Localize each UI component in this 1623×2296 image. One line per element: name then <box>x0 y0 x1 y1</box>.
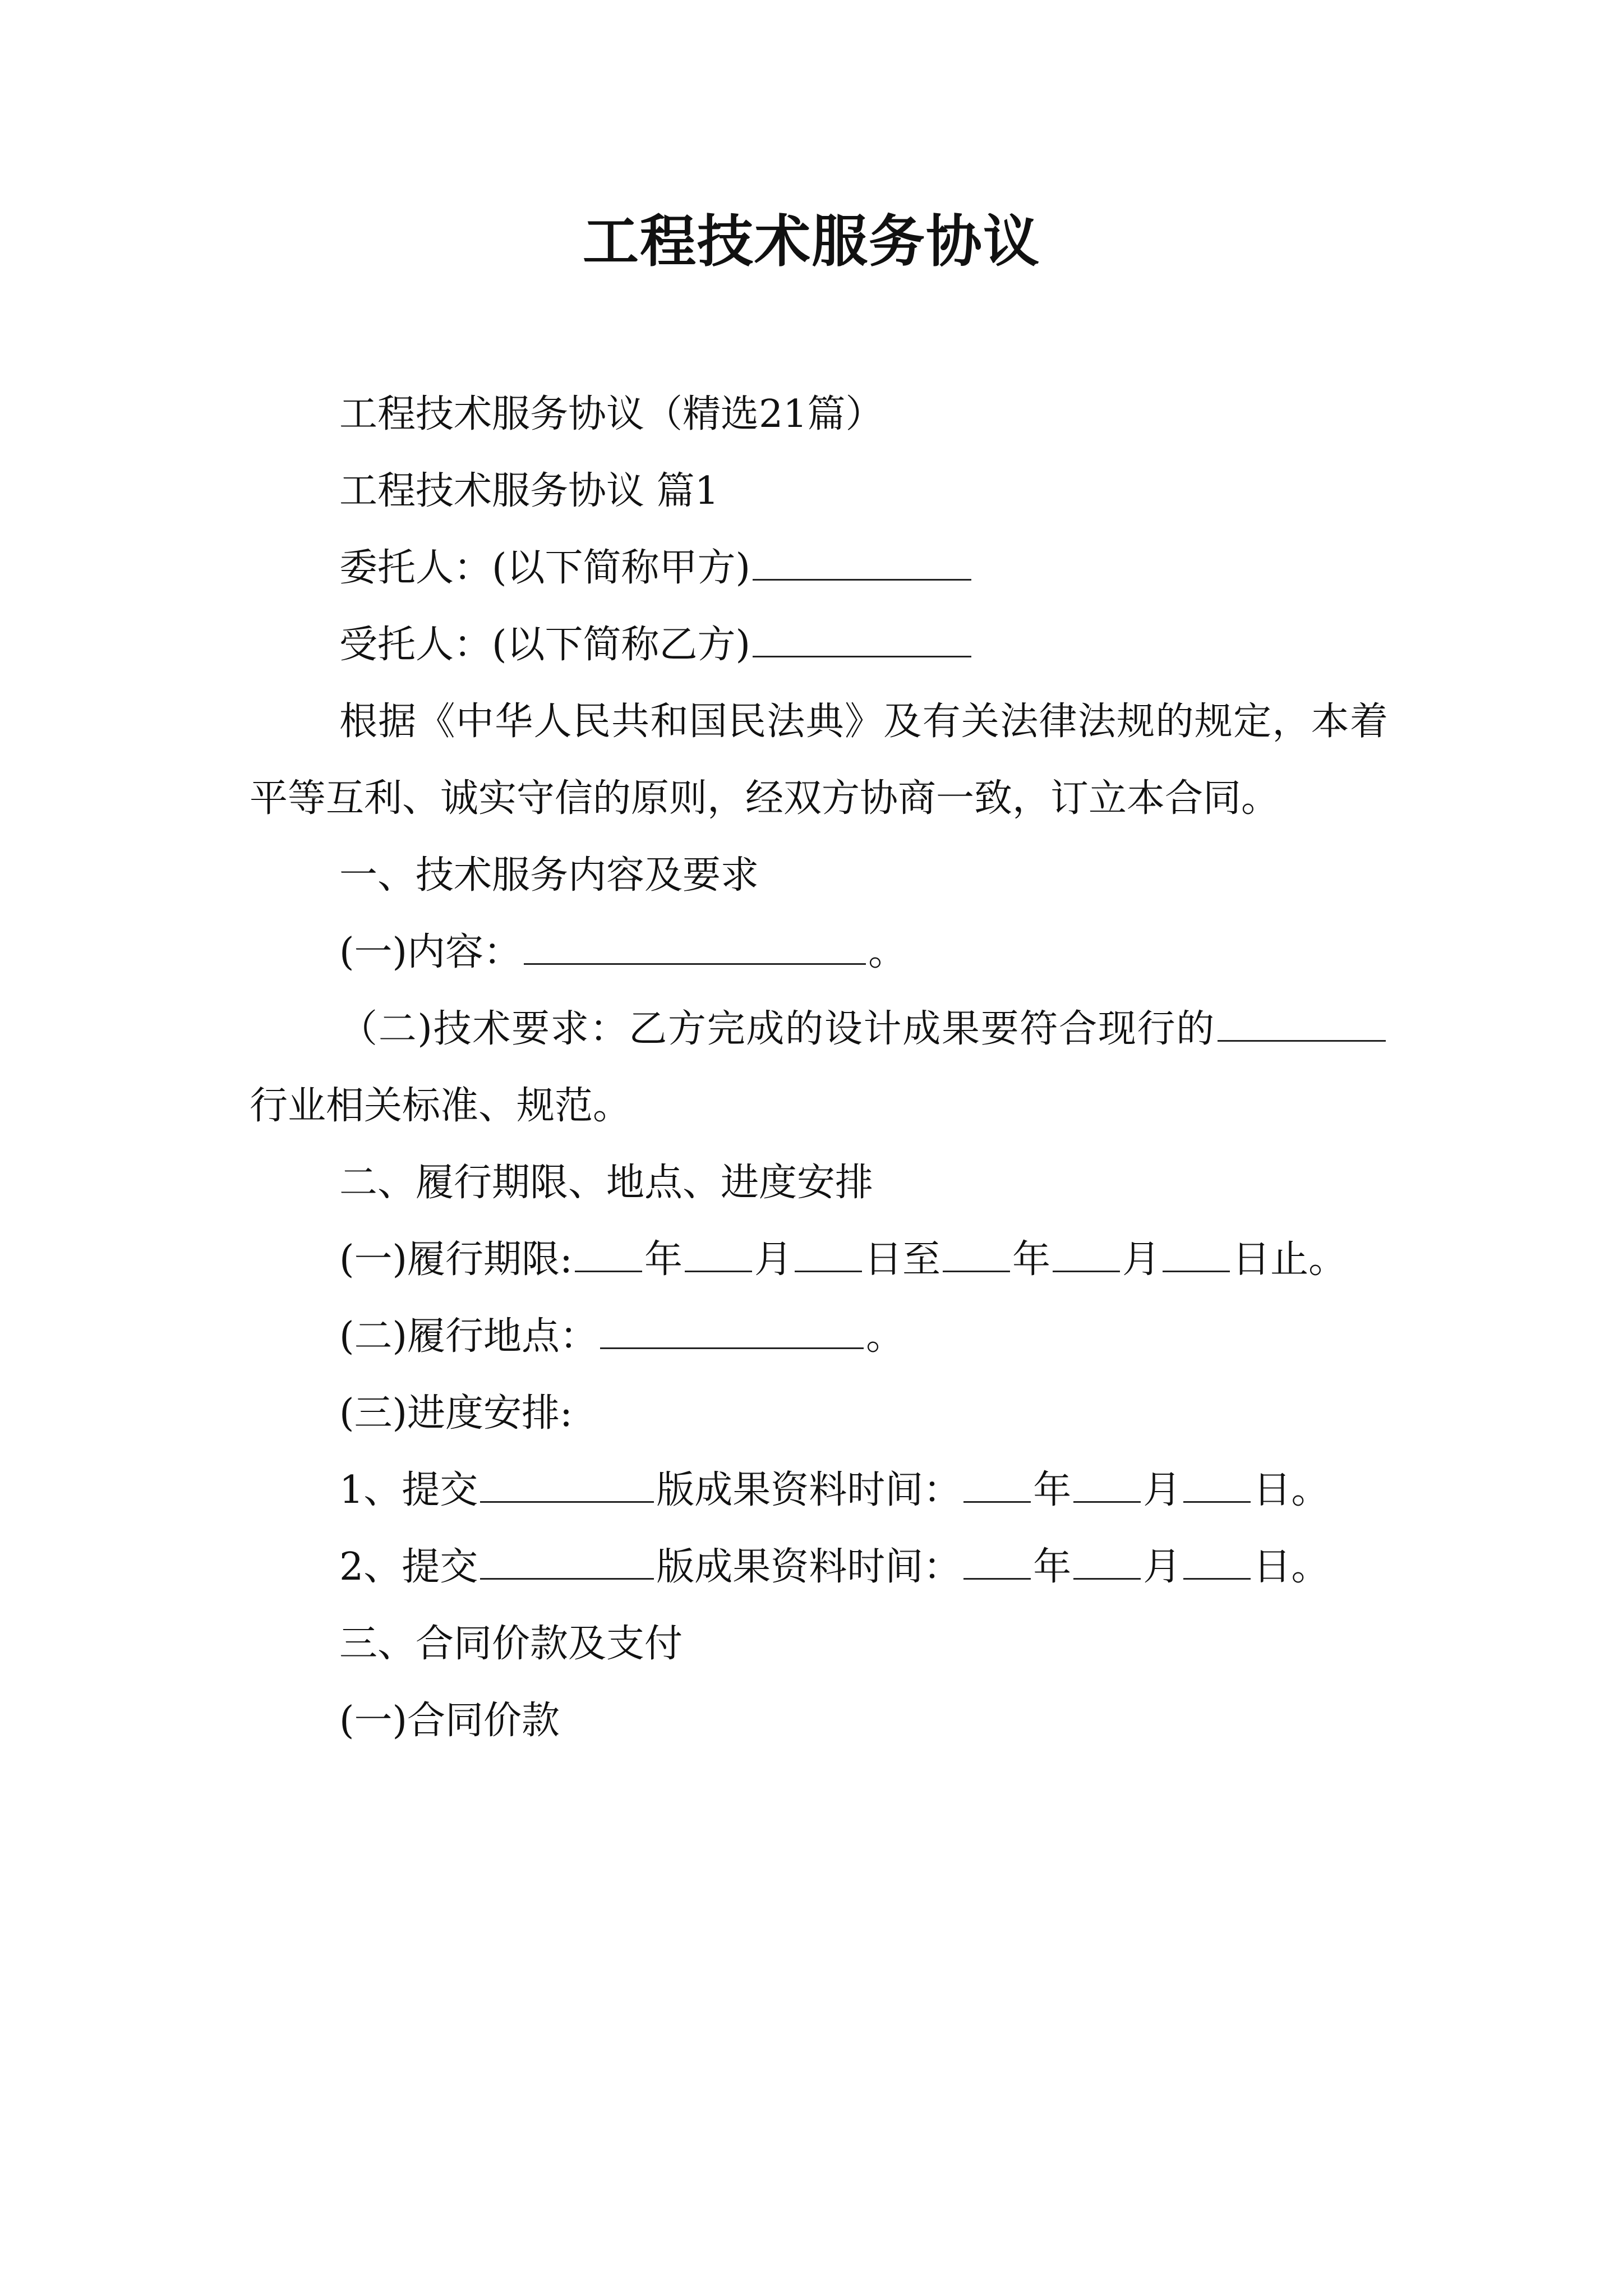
subtitle-line: 工程技术服务协议（精选21篇） <box>339 392 884 436</box>
party-a-blank <box>753 544 971 581</box>
item2-year-blank <box>963 1543 1031 1580</box>
period-year-2: 年 <box>1012 1237 1051 1282</box>
item2-month-blank <box>1073 1543 1141 1580</box>
s1-content-blank <box>524 928 866 965</box>
s2-place-end: 。 <box>866 1314 905 1359</box>
s1-tech-end: 行业相关标准、规范。 <box>250 1084 631 1128</box>
period-end-month-blank <box>1053 1236 1120 1272</box>
item1-month: 月 <box>1143 1468 1182 1512</box>
item1-year: 年 <box>1033 1468 1072 1512</box>
period-day-to: 日至 <box>864 1237 941 1282</box>
period-month-1: 月 <box>754 1237 793 1282</box>
period-start-year-blank <box>575 1236 642 1272</box>
party-b-line <box>250 606 1388 683</box>
s2-period-line <box>250 1221 1388 1298</box>
s1-content-line <box>250 914 1388 991</box>
item1-mid: 版成果资料时间： <box>656 1468 962 1512</box>
party-a-label: 委托人：(以下简称甲方) <box>339 546 751 590</box>
period-year-1: 年 <box>644 1237 683 1282</box>
period-start-day-blank <box>795 1236 862 1272</box>
s2-item2-label: 2、提交 <box>339 1545 478 1589</box>
period-month-2: 月 <box>1122 1237 1161 1282</box>
s3-title: 三、合同价款及支付 <box>339 1622 683 1666</box>
party-b-label: 受托人：(以下简称乙方) <box>339 623 751 667</box>
period-end-year-blank <box>943 1236 1010 1272</box>
item2-mid: 版成果资料时间： <box>656 1545 962 1589</box>
party-a-line <box>250 530 1388 606</box>
s2-item1-line <box>250 1452 1388 1529</box>
item2-month: 月 <box>1143 1545 1182 1589</box>
document-body <box>250 376 1388 1759</box>
item2-day-blank <box>1183 1543 1251 1580</box>
s2-schedule: (三)进度安排: <box>339 1391 573 1435</box>
s2-period-label: (一)履行期限: <box>339 1237 573 1282</box>
s1-tech-line <box>250 991 1388 1144</box>
s1-title: 一、技术服务内容及要求 <box>339 853 759 898</box>
item2-version-blank <box>480 1543 654 1580</box>
s2-item1-label: 1、提交 <box>339 1468 478 1512</box>
s1-content-end: 。 <box>868 930 907 974</box>
document-title: 工程技术服务协议 <box>583 208 1040 274</box>
s1-tech-label: （二)技术要求：乙方完成的设计成果要符合现行的 <box>339 1007 1215 1051</box>
s2-title: 二、履行期限、地点、进度安排 <box>339 1161 874 1205</box>
item1-version-blank <box>480 1466 654 1503</box>
item1-end: 日。 <box>1253 1468 1330 1512</box>
period-start-month-blank <box>685 1236 752 1272</box>
section-heading: 工程技术服务协议 篇1 <box>339 469 719 513</box>
item2-end: 日。 <box>1253 1545 1330 1589</box>
s2-place-label: (二)履行地点： <box>339 1314 598 1359</box>
item1-year-blank <box>963 1466 1031 1503</box>
preamble-paragraph: 根据《中华人民共和国民法典》及有关法律法规的规定，本着平等互利、诚实守信的原则，经双方协商一致，订立本合同。 <box>250 700 1388 821</box>
party-b-blank <box>753 621 971 657</box>
s3-price: (一)合同价款 <box>339 1699 560 1743</box>
s2-item2-line <box>250 1529 1388 1605</box>
item2-year: 年 <box>1033 1545 1072 1589</box>
s2-place-line <box>250 1298 1388 1375</box>
period-end-day-blank <box>1163 1236 1230 1272</box>
s2-period-end: 日止。 <box>1232 1237 1347 1282</box>
item1-month-blank <box>1073 1466 1141 1503</box>
s2-place-blank <box>600 1313 864 1349</box>
s1-content-label: (一)内容： <box>339 930 522 974</box>
s1-tech-blank <box>1218 1005 1386 1042</box>
item1-day-blank <box>1183 1466 1251 1503</box>
